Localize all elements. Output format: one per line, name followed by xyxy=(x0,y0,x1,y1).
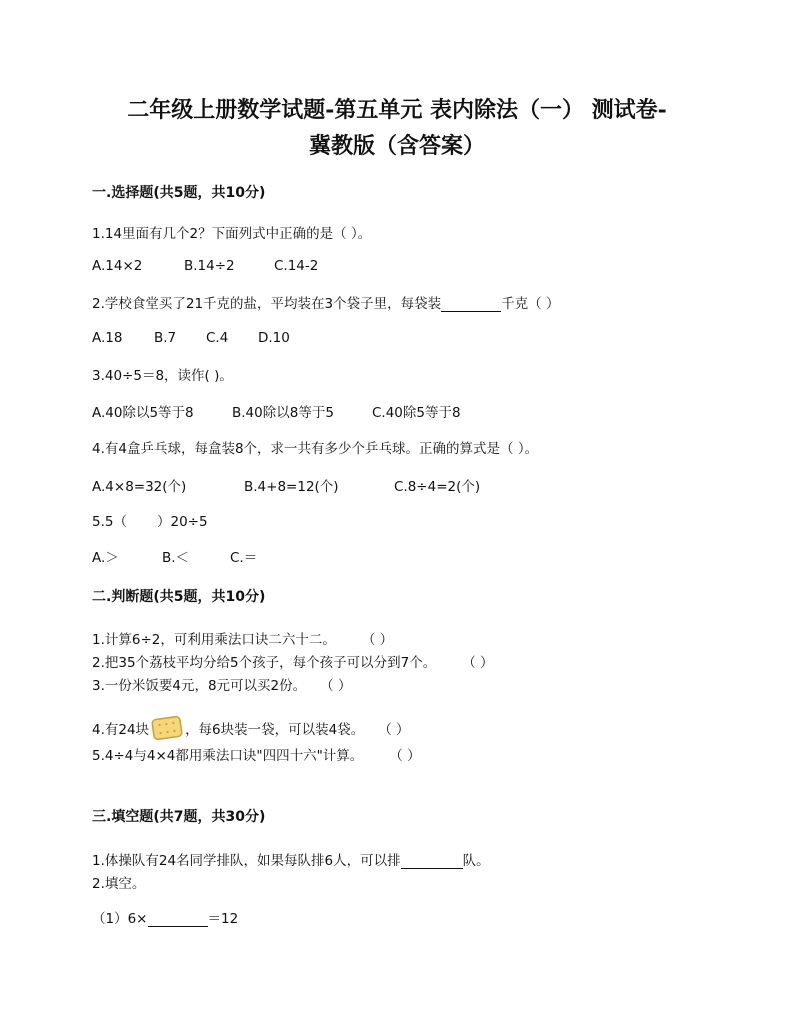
question-3-2: 2.填空。 xyxy=(92,876,146,892)
options-1-3 xyxy=(92,401,461,421)
answer-blank[interactable] xyxy=(148,912,208,927)
question-text: 3.一份米饭要4元，8元可以买2份。 xyxy=(92,678,307,694)
option-c: C.4 xyxy=(206,330,229,346)
question-3-2-1 xyxy=(92,907,238,927)
question-3-1 xyxy=(92,849,490,869)
answer-blank[interactable] xyxy=(441,297,501,312)
options-1-2 xyxy=(92,330,290,346)
section-heading-judgement: 二.判断题(共5题，共10分) xyxy=(92,589,266,605)
answer-blank[interactable] xyxy=(401,854,463,869)
question-1-1: 1.14里面有几个2？下面列式中正确的是（ ）。 xyxy=(92,226,372,242)
option-b: B.40除以8等于5 xyxy=(232,405,334,421)
options-1-4 xyxy=(92,475,480,495)
question-1-4: 4.有4盒乒乓球，每盒装8个，求一共有多少个乒乓球。正确的算式是（ ）。 xyxy=(92,441,539,457)
question-2-3 xyxy=(92,674,351,694)
question-text-end: ）20÷5 xyxy=(156,514,208,530)
option-c: C.＝ xyxy=(230,550,258,566)
question-1-3: 3.40÷5＝8，读作( )。 xyxy=(92,368,233,384)
answer-paren[interactable]: （ ） xyxy=(320,678,352,694)
question-text: 5.5（ xyxy=(92,514,127,530)
question-text: （1）6× xyxy=(92,911,148,927)
question-text-end: ＝12 xyxy=(207,911,239,927)
section-heading-choice: 一.选择题(共5题，共10分) xyxy=(92,185,266,201)
question-text: 5.4÷4与4×4都用乘法口诀"四四十六"计算。 xyxy=(92,748,364,764)
answer-paren[interactable]: （ ） xyxy=(389,748,421,764)
biscuit-icon xyxy=(151,716,183,744)
question-text: 4.有24块 xyxy=(92,722,150,738)
question-text-end: ，每6块装一袋，可以装4袋。 xyxy=(185,722,365,738)
option-c: C.40除5等于8 xyxy=(372,405,461,421)
option-a: A.14×2 xyxy=(92,258,143,274)
question-2-1 xyxy=(92,628,393,648)
question-2-5 xyxy=(92,744,421,764)
question-2-4 xyxy=(92,716,410,744)
question-text: 2.把35个荔枝平均分给5个孩子，每个孩子可以分到7个。 xyxy=(92,655,437,671)
option-c: C.8÷4=2(个) xyxy=(394,479,481,495)
question-text: 1.体操队有24名同学排队，如果每队排6人，可以排 xyxy=(92,853,401,869)
question-1-5 xyxy=(92,510,208,530)
question-text: 2.学校食堂买了21千克的盐，平均装在3个袋子里，每袋装 xyxy=(92,296,442,312)
question-text-end: 队。 xyxy=(462,853,490,869)
option-a: A.18 xyxy=(92,330,123,346)
answer-paren[interactable]: （ ） xyxy=(462,655,494,671)
option-b: B.14÷2 xyxy=(184,258,235,274)
option-a: A.＞ xyxy=(92,550,119,566)
question-1-2 xyxy=(92,292,559,312)
title-line-2: 冀教版（含答案） xyxy=(308,133,485,159)
title-line-1: 二年级上册数学试题-第五单元 表内除法（一） 测试卷- xyxy=(127,97,667,123)
answer-paren[interactable]: （ ） xyxy=(361,632,394,648)
section-heading-fill: 三.填空题(共7题，共30分) xyxy=(92,809,266,825)
option-a: A.40除以5等于8 xyxy=(92,405,194,421)
option-a: A.4×8=32(个) xyxy=(92,479,187,495)
option-b: B.4+8=12(个) xyxy=(244,479,339,495)
option-b: B.7 xyxy=(154,330,177,346)
answer-paren[interactable]: （ ） xyxy=(378,722,410,738)
question-text: 1.计算6÷2，可利用乘法口诀二六十二。 xyxy=(92,632,336,648)
question-2-2 xyxy=(92,651,494,671)
option-d: D.10 xyxy=(258,330,290,346)
option-c: C.14-2 xyxy=(274,258,319,274)
page-title xyxy=(90,92,704,164)
question-text-end: 千克（ ） xyxy=(501,296,560,312)
option-b: B.＜ xyxy=(162,550,190,566)
options-1-1 xyxy=(92,258,318,274)
options-1-5 xyxy=(92,546,257,566)
